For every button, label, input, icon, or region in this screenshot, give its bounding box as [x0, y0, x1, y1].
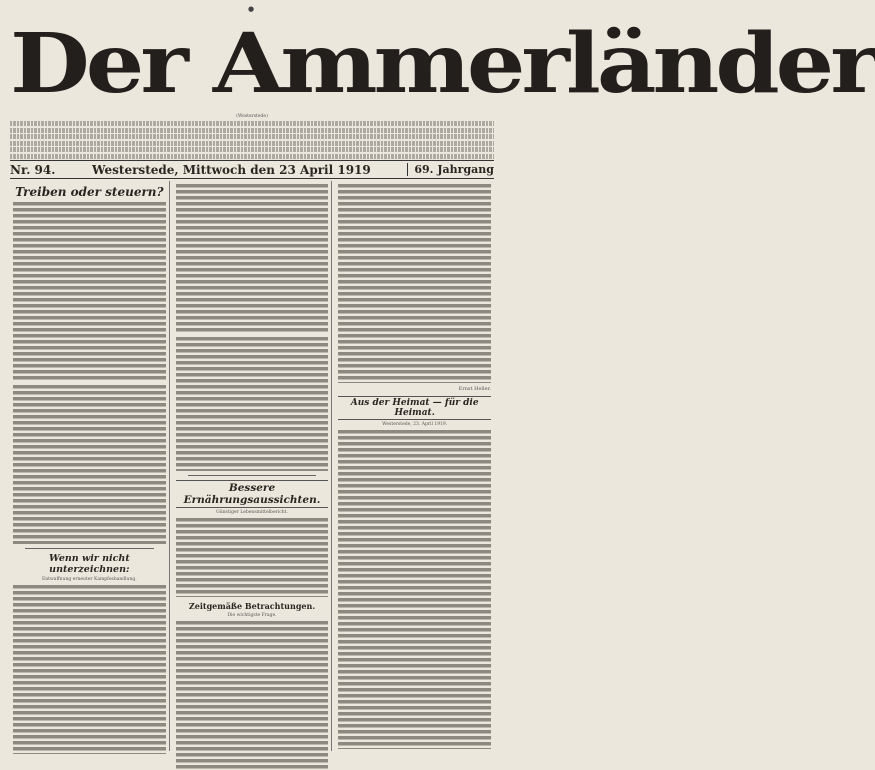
- masthead-title: Der Ammerländer: [10, 14, 875, 112]
- article-body: [176, 336, 329, 471]
- column-1: [10, 181, 170, 751]
- section-title-betrachtungen: Zeitgemäße Betrachtungen.: [188, 601, 316, 611]
- publisher-fineprint: [10, 121, 494, 159]
- article-title-unterzeichnen: Wenn wir nicht unterzeichnen:: [48, 553, 130, 575]
- article-body: [13, 201, 166, 381]
- article-subtitle: Günstiger Lebensmittelbericht.: [216, 510, 288, 515]
- article-body: [13, 584, 166, 754]
- article-body: [176, 517, 329, 597]
- article-body: [13, 384, 166, 544]
- divider: [25, 548, 154, 549]
- article-title-ernaehrung: Bessere Ernährungsaussichten.: [176, 480, 329, 508]
- article-body: [338, 183, 491, 383]
- divider: [188, 475, 317, 476]
- article-body: [176, 620, 329, 770]
- section-place: Westerstede, 23. April 1919.: [382, 422, 448, 427]
- column-3: [335, 181, 494, 751]
- issue-number: Nr. 94.: [10, 162, 56, 177]
- volume-number: 69. Jahrgang: [407, 163, 494, 176]
- section-title-heimat: Aus der Heimat — für die Heimat.: [338, 396, 491, 420]
- masthead-ornament: ●: [248, 5, 255, 13]
- article-title-treiben: Treiben oder steuern?: [15, 185, 164, 199]
- dateline-bar: [10, 160, 494, 179]
- article-columns: [10, 181, 494, 751]
- article-body: [176, 183, 329, 333]
- article-body: [338, 429, 491, 749]
- author-signature: Ernst Heller.: [458, 386, 492, 392]
- section-subtitle: Die wichtigste Frage.: [227, 613, 277, 618]
- issue-date: Westerstede, Mittwoch den 23 April 1919: [92, 162, 371, 177]
- column-2: [173, 181, 333, 751]
- article-subtitle: Entwaffnung erneuter Kampfeshandlung.: [41, 577, 137, 582]
- masthead-subtitle: (Westerstede): [236, 114, 268, 119]
